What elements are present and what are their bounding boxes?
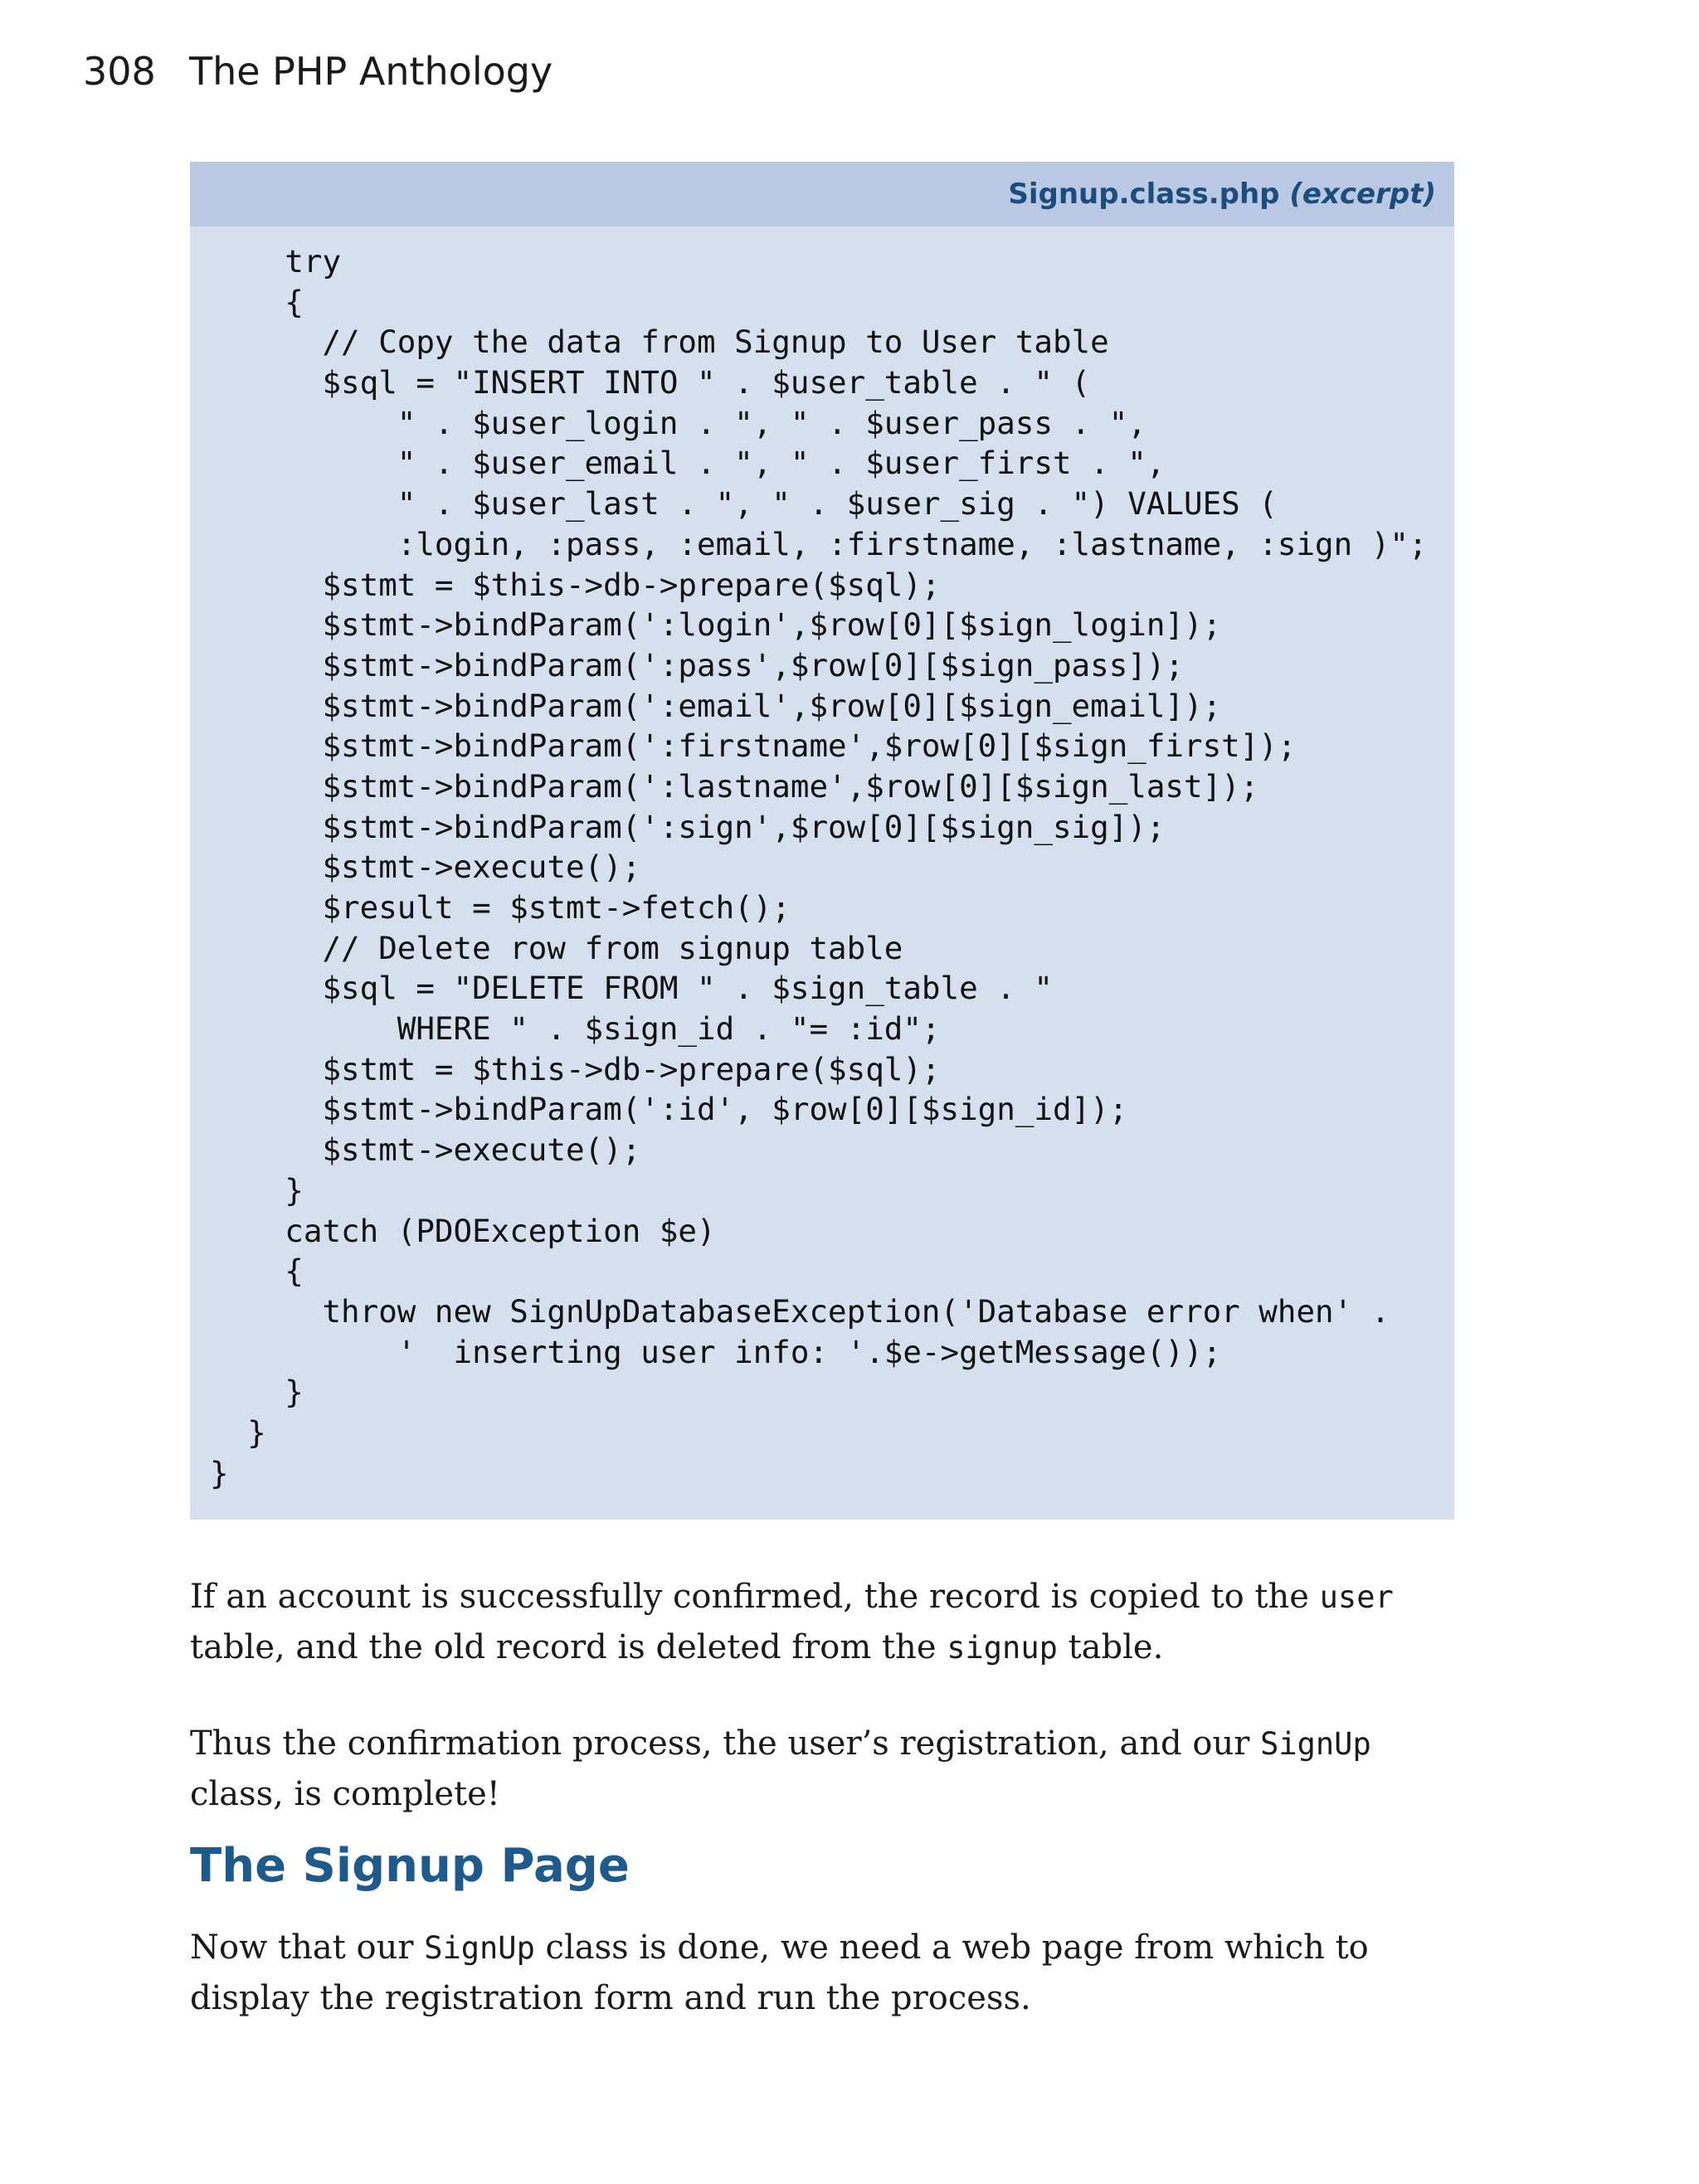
code-body bbox=[190, 226, 1454, 1493]
code-line: { bbox=[210, 1253, 304, 1290]
code-line: WHERE " . $sign_id . "= :id"; bbox=[210, 1010, 941, 1048]
paragraph-text: Now that our bbox=[190, 1929, 425, 1967]
code-line: $stmt->bindParam(':login',$row[0][$sign_login]); bbox=[210, 606, 1222, 644]
code-line: $stmt->bindParam(':email',$row[0][$sign_email]); bbox=[210, 687, 1222, 724]
code-line: { bbox=[210, 283, 304, 320]
code-line: $stmt = $this->db->prepare($sql); bbox=[210, 566, 941, 603]
paragraph-text: class is done, we need a web page from which to display the registration form and run the process. bbox=[190, 1929, 1369, 2017]
code-line: $stmt->bindParam(':firstname',$row[0][$sign_first]); bbox=[210, 727, 1297, 765]
code-filename: Signup.class.php bbox=[1008, 178, 1280, 211]
paragraph-text: table. bbox=[1057, 1628, 1164, 1666]
code-line: // Copy the data from Signup to User table bbox=[210, 323, 1109, 361]
code-line: } bbox=[210, 1374, 304, 1411]
inline-code-signup-class: SignUp bbox=[1260, 1726, 1371, 1762]
code-line: ' inserting user info: '.$e->getMessage()); bbox=[210, 1333, 1222, 1370]
book-title: The PHP Anthology bbox=[189, 49, 553, 94]
paragraph-text: Thus the confirmation process, the user’s registration, and our bbox=[190, 1724, 1261, 1763]
code-line: } bbox=[210, 1171, 304, 1209]
code-line: // Delete row from signup table bbox=[210, 929, 903, 966]
code-line: $stmt->bindParam(':sign',$row[0][$sign_sig]); bbox=[210, 808, 1166, 845]
code-excerpt-note: (excerpt) bbox=[1289, 178, 1436, 211]
code-line: try bbox=[210, 243, 342, 280]
code-line: $sql = "INSERT INTO " . $user_table . " ( bbox=[210, 364, 1091, 401]
code-line: } bbox=[210, 1413, 266, 1451]
code-line: " . $user_last . ", " . $user_sig . ") VALUES ( bbox=[210, 485, 1278, 523]
code-line: } bbox=[210, 1454, 229, 1491]
code-listing-header bbox=[190, 162, 1454, 226]
code-line: $stmt->bindParam(':id', $row[0][$sign_id]); bbox=[210, 1091, 1128, 1128]
section-heading: The Signup Page bbox=[190, 1839, 630, 1893]
paragraph-process-complete bbox=[190, 1719, 1459, 1820]
paragraph-record-copied bbox=[190, 1572, 1459, 1673]
code-line: throw new SignUpDatabaseException('Database error when' . bbox=[210, 1292, 1390, 1330]
code-line: $stmt->execute(); bbox=[210, 1131, 641, 1169]
code-line: :login, :pass, :email, :firstname, :lastname, :sign )"; bbox=[210, 525, 1428, 562]
code-line: " . $user_email . ", " . $user_first . ", bbox=[210, 445, 1166, 482]
inline-code-signup: signup bbox=[947, 1630, 1058, 1666]
code-line: $sql = "DELETE FROM " . $sign_table . " bbox=[210, 970, 1053, 1007]
paragraph-text: class, is complete! bbox=[190, 1775, 500, 1813]
code-line: catch (PDOException $e) bbox=[210, 1212, 716, 1249]
paragraph-text: If an account is successfully confirmed, the record is copied to the bbox=[190, 1578, 1320, 1616]
paragraph-text: table, and the old record is deleted from the bbox=[190, 1628, 947, 1666]
code-line: $stmt = $this->db->prepare($sql); bbox=[210, 1050, 941, 1087]
page-number: 308 bbox=[83, 49, 156, 94]
inline-code-signup-class: SignUp bbox=[424, 1930, 535, 1966]
code-line: " . $user_login . ", " . $user_pass . ", bbox=[210, 404, 1146, 441]
code-line: $stmt->execute(); bbox=[210, 849, 641, 886]
code-listing bbox=[190, 162, 1454, 1520]
code-line: $stmt->bindParam(':lastname',$row[0][$sign_last]); bbox=[210, 767, 1259, 805]
paragraph-signup-page bbox=[190, 1923, 1459, 2024]
code-line: $result = $stmt->fetch(); bbox=[210, 889, 791, 926]
inline-code-user: user bbox=[1319, 1579, 1394, 1615]
running-head bbox=[83, 46, 553, 96]
code-line: $stmt->bindParam(':pass',$row[0][$sign_pass]); bbox=[210, 646, 1184, 683]
